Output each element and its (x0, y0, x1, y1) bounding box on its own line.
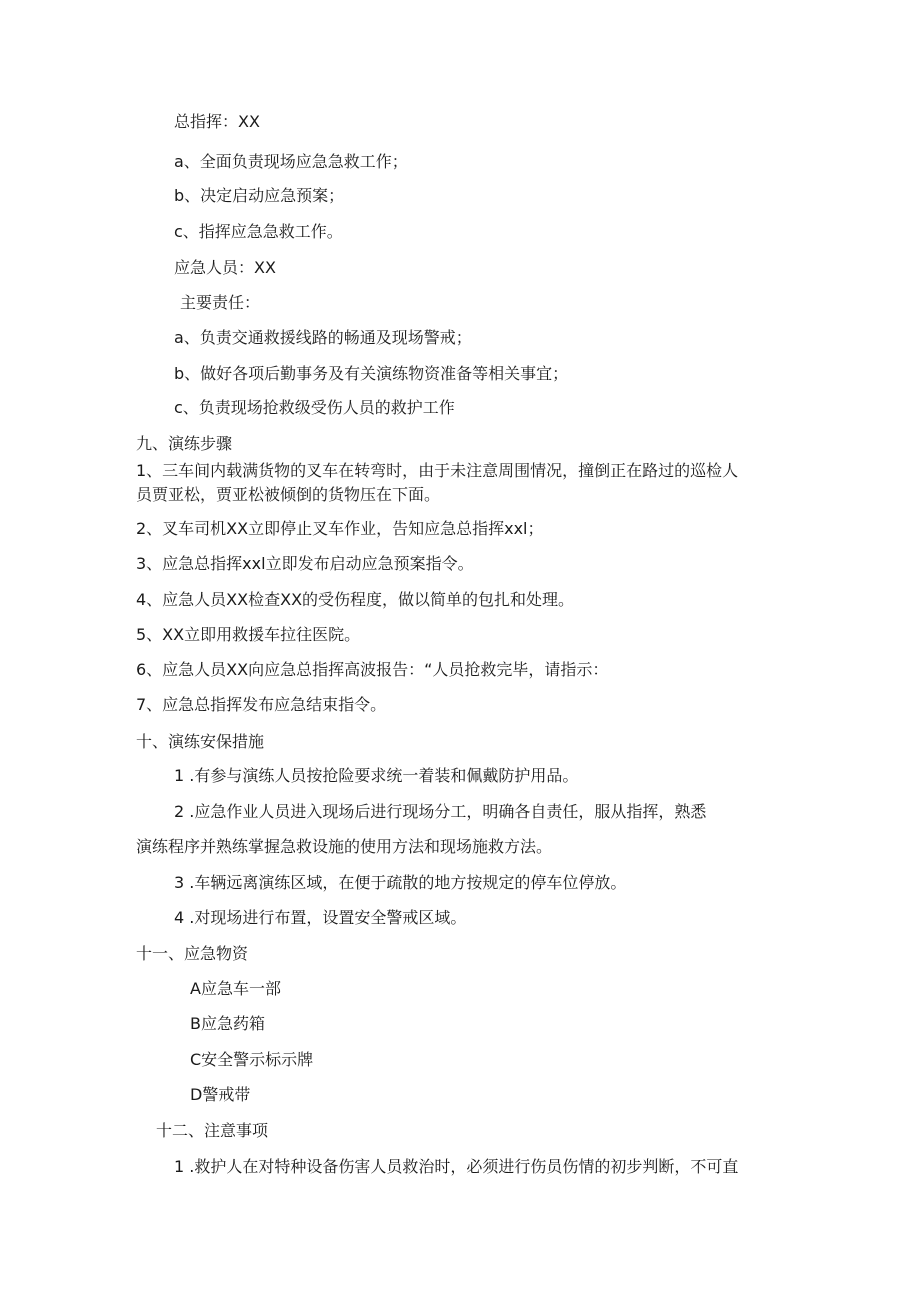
commander-line: 总指挥：XX (174, 112, 260, 131)
list-item: a、全面负责现场应急急救工作； (174, 152, 408, 171)
list-item: c、指挥应急急救工作。 (174, 222, 343, 241)
responsibility-heading: 主要责任： (180, 293, 261, 312)
list-item: B应急药箱 (190, 1014, 265, 1033)
list-item: 7、应急总指挥发布应急结束指令。 (136, 695, 387, 714)
list-item: b、做好各项后勤事务及有关演练物资准备等相关事宜； (174, 364, 569, 383)
list-item: 2 .应急作业人员进入现场后进行现场分工，明确各自责任，服从指挥，熟悉 (174, 802, 707, 821)
list-item: 5、XX立即用救援车拉往医院。 (136, 625, 361, 644)
paragraph-line: 演练程序并熟练掌握急救设施的使用方法和现场施救方法。 (136, 837, 553, 856)
list-item: C安全警示标示牌 (190, 1050, 314, 1069)
paragraph-line: 1、三车间内载满货物的叉车在转弯时，由于未注意周围情况，撞倒正在路过的巡检人 (136, 461, 739, 480)
list-item: 3 .车辆远离演练区域，在便于疏散的地方按规定的停车位停放。 (174, 873, 627, 892)
responder-line: 应急人员：XX (174, 258, 276, 277)
section-heading: 十一、应急物资 (136, 944, 249, 963)
section-heading: 九、演练步骤 (136, 434, 233, 453)
section-heading: 十、演练安保措施 (136, 732, 265, 751)
section-heading: 十二、注意事项 (156, 1121, 269, 1140)
list-item: 6、应急人员XX向应急总指挥高波报告：“人员抢救完毕，请指示： (136, 660, 609, 679)
list-item: 3、应急总指挥xxl立即发布启动应急预案指令。 (136, 554, 474, 573)
paragraph-line: 员贾亚松，贾亚松被倾倒的货物压在下面。 (136, 485, 441, 504)
list-item: b、决定启动应急预案； (174, 186, 345, 205)
list-item: 4 .对现场进行布置，设置安全警戒区域。 (174, 908, 467, 927)
list-item: D警戒带 (190, 1085, 251, 1104)
list-item: 4、应急人员XX检查XX的受伤程度，做以简单的包扎和处理。 (136, 590, 575, 609)
list-item: c、负责现场抢救级受伤人员的救护工作 (174, 398, 455, 417)
list-item: 1 .救护人在对特种设备伤害人员救治时，必须进行伤员伤情的初步判断，不可直 (174, 1157, 739, 1176)
list-item: a、负责交通救援线路的畅通及现场警戒； (174, 328, 472, 347)
list-item: 1 .有参与演练人员按抢险要求统一着装和佩戴防护用品。 (174, 766, 579, 785)
list-item: A应急车一部 (190, 979, 281, 998)
list-item: 2、叉车司机XX立即停止叉车作业，告知应急总指挥xxl； (136, 519, 544, 538)
